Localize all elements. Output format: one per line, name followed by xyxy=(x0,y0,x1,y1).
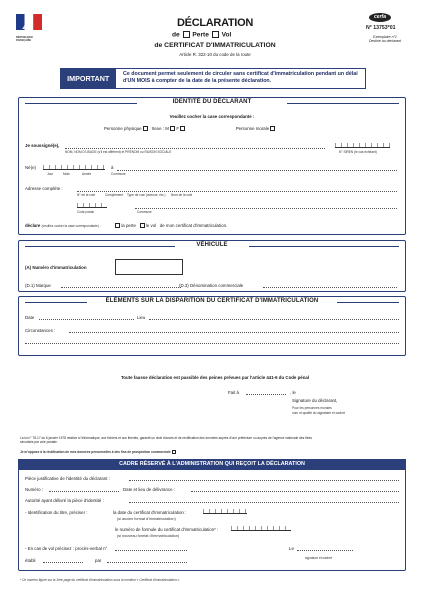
fait-a-field[interactable] xyxy=(246,394,286,395)
important-label: IMPORTANT xyxy=(60,68,116,89)
piece-label: Pièce justificative de l'identité du déclarant : xyxy=(25,476,110,481)
denomination-field[interactable] xyxy=(263,287,397,288)
declare-row xyxy=(25,223,227,228)
mois-hint: Mois xyxy=(63,172,70,176)
etabli-field[interactable] xyxy=(43,562,83,563)
penal-warning: Toute fausse déclaration est passible des peines prévues par l'article 441-6 du Code pénal xyxy=(120,375,310,380)
date-lieu-field[interactable] xyxy=(191,491,399,492)
numero-field[interactable] xyxy=(49,491,119,492)
morale-label: Personne morale xyxy=(235,126,270,131)
declare-label: déclare xyxy=(25,223,41,228)
soussigne-label: Je soussigné(e), xyxy=(25,143,60,148)
la-perte-checkbox[interactable] xyxy=(115,223,120,228)
important-text: Ce document permet seulement de circuler sans certificat d'immatriculation pendant un délai d'UN MOIS à compter de la date de la présente déclaration. xyxy=(123,71,358,84)
numero-label: Numéro : xyxy=(25,487,44,492)
lieu-label: Lieu xyxy=(137,315,146,320)
declare-hint: (veuillez cocher la case correspondante) : xyxy=(41,224,101,228)
important-box xyxy=(60,68,366,89)
date-lieu-label: Date et lieu de délivrance : xyxy=(123,487,175,492)
commune-field[interactable] xyxy=(135,208,397,209)
par-field[interactable] xyxy=(107,562,187,563)
code-postal-hint: Code postal xyxy=(77,210,95,214)
birth-commune-field[interactable] xyxy=(117,170,397,171)
adresse-label: Adresse complète : xyxy=(25,186,63,191)
cnil-oppose-checkbox[interactable] xyxy=(172,450,176,454)
physique-label: Personne physique xyxy=(104,126,142,131)
denomination-label: (D.3) Dénomination commerciale xyxy=(179,283,244,288)
complement-hint: Complément xyxy=(105,193,124,197)
footnote: * Ce numéro figure sur la 1ère page du certificat d'immatriculation sous la mention « Certificat d'immatriculation ». xyxy=(20,578,181,582)
soussigne-hint: NOM, NOM D'USAGE (s'il est différent) et PRÉNOM ou RAISON SOCIALE xyxy=(65,150,172,154)
date-field[interactable] xyxy=(39,319,134,320)
lieu-field[interactable] xyxy=(149,319,399,320)
numero-immat-field[interactable] xyxy=(115,259,183,275)
commune-hint: Commune xyxy=(111,172,126,176)
le2-field[interactable] xyxy=(297,550,353,551)
admin-title: CADRE RÉSERVÉ À L'ADMINISTRATION QUI REÇOIT LA DÉCLARATION xyxy=(18,459,406,470)
nom-voie-hint: Nom de la voie xyxy=(171,193,193,197)
soussigne-field[interactable] xyxy=(65,148,325,149)
circonstances-field-2[interactable] xyxy=(25,343,399,344)
identite-title-rule-right xyxy=(287,103,399,104)
cas-vol-label: - En cas de vol précisez : procès-verbal n° xyxy=(25,546,108,551)
adresse-field[interactable] xyxy=(77,191,397,192)
vehicule-title-rule-left xyxy=(25,246,175,247)
date-label: Date xyxy=(25,315,35,320)
proces-verbal-field[interactable] xyxy=(115,550,187,551)
cerfa-number: N° 13753*01 xyxy=(366,25,396,31)
marque-label: (D.1) Marque xyxy=(25,283,51,288)
vol-label: Vol xyxy=(221,31,232,39)
identite-title-rule-left xyxy=(25,103,137,104)
perte-label: Perte xyxy=(192,31,209,39)
circonstances-label: Circonstances : xyxy=(25,328,56,333)
le-vol-checkbox[interactable] xyxy=(140,223,145,228)
elements-section xyxy=(18,296,406,356)
republique-logo xyxy=(16,14,42,42)
vehicule-section xyxy=(18,240,406,292)
autorite-label: Autorité ayant délivré la pièce d'identité : xyxy=(25,498,104,503)
cnil-text: La loi n° 78-17 du 6 janvier 1978 relative à l'informatique, aux fichiers et aux libertés, garantit un droit d'accès et de rectification des données auprès d'une préfecture ou auprès de l'agence nationale des titres sécurisés par voie postale. xyxy=(20,436,313,445)
vehicule-title-rule-right xyxy=(249,246,399,247)
identification-label: - Identification du titre, préciser : xyxy=(25,510,88,515)
de-label: de xyxy=(172,31,180,39)
personne-row xyxy=(104,126,394,131)
signature-cachet-hint: signature et cachet xyxy=(305,556,332,560)
a-label: à xyxy=(111,165,114,170)
date-certif-label: la date du certificat d'immatriculation : xyxy=(113,510,187,515)
elements-title: ÉLÉMENTS SUR LA DISPARITION DU CERTIFICAT D'IMMATRICULATION xyxy=(105,298,319,304)
morale-checkbox[interactable] xyxy=(270,126,275,131)
commune2-hint: Commune xyxy=(137,210,152,214)
cerfa-logo xyxy=(369,13,391,22)
perte-vol-choice xyxy=(172,31,262,38)
sexe-label: Sexe : xyxy=(151,126,164,131)
page-subtitle: de CERTIFICAT D'IMMATRICULATION xyxy=(154,42,276,49)
physique-checkbox[interactable] xyxy=(143,126,148,131)
cnil-oppose-label: Je m'oppose à la réutilisation de mes données personnelles à des fins de prospection commerciale xyxy=(20,450,171,454)
nouveau-hint: (si nouveau format d'immatriculation) xyxy=(117,534,180,538)
birth-date-field[interactable] xyxy=(43,165,105,170)
par-label: par xyxy=(95,558,102,563)
article-reference: Article R. 322-10 du code de la route xyxy=(179,52,251,57)
page-title: DÉCLARATION xyxy=(177,17,253,29)
signature-label: Signature du déclarant, xyxy=(292,398,338,403)
cocher-instruction: Veuillez cocher la case correspondante : xyxy=(169,114,255,119)
numero-formule-label: le numéro de formule du certificat d'immatriculation* : xyxy=(115,527,219,532)
la-perte-label: la perte xyxy=(121,223,136,228)
sexe-m-checkbox[interactable] xyxy=(170,126,175,131)
marque-field[interactable] xyxy=(61,287,181,288)
autorite-field[interactable] xyxy=(129,502,399,503)
piece-field[interactable] xyxy=(129,480,399,481)
voie-hint: N° de la voie xyxy=(77,193,96,197)
le-vol-label: le vol xyxy=(145,223,157,228)
numero-immat-label: (A) Numéro d'immatriculation xyxy=(25,265,87,270)
jour-hint: Jour xyxy=(47,172,54,176)
exemplaire-note: Exemplaire n°1 Destiné au déclarant xyxy=(368,35,402,44)
sexe-f-checkbox[interactable] xyxy=(180,126,185,131)
signature-hint-2: nom et qualité du signataire et cachet xyxy=(292,411,345,415)
annee-hint: Année xyxy=(82,172,92,176)
elements-title-rule-left xyxy=(25,302,87,303)
etabli-label: établi xyxy=(25,558,36,563)
le2-label: Le xyxy=(289,546,294,551)
sexe-m-label: M xyxy=(165,126,169,131)
logo-text: RÉPUBLIQUE FRANÇAISE xyxy=(16,36,34,42)
circonstances-field-1[interactable] xyxy=(69,332,399,333)
elements-title-rule-right xyxy=(337,302,399,303)
identite-title: IDENTITÉ DU DÉCLARANT xyxy=(172,99,252,105)
siren-hint: N° SIREN (le cas échéant) xyxy=(339,150,377,154)
date-certif-field[interactable] xyxy=(203,509,247,514)
de-mon-label: de mon certificat d'immatriculation. xyxy=(159,223,228,228)
cnil-oppose-row xyxy=(20,450,340,454)
numero-formule-field[interactable] xyxy=(231,526,291,531)
vol-checkbox[interactable] xyxy=(212,31,219,38)
siren-field[interactable] xyxy=(335,143,390,148)
ne-label: Né(e) xyxy=(25,165,36,170)
sexe-f-label: F xyxy=(176,126,180,131)
le-label: , le xyxy=(290,390,296,395)
identite-section xyxy=(18,97,406,235)
cerfa-text: cerfa xyxy=(374,14,386,20)
ancien-hint: (si ancien format d'immatriculation) xyxy=(117,517,176,521)
perte-checkbox[interactable] xyxy=(183,31,190,38)
admin-section xyxy=(18,459,406,571)
type-voie-hint: Type de voie (avenue, etc.) xyxy=(127,193,166,197)
code-postal-field[interactable] xyxy=(77,203,107,208)
vehicule-title: VÉHICULE xyxy=(196,242,228,248)
signature-hint-1: Pour les personnes morales xyxy=(292,406,332,410)
fait-a-label: Fait à xyxy=(228,390,239,395)
marianne-flag-icon xyxy=(16,14,42,30)
